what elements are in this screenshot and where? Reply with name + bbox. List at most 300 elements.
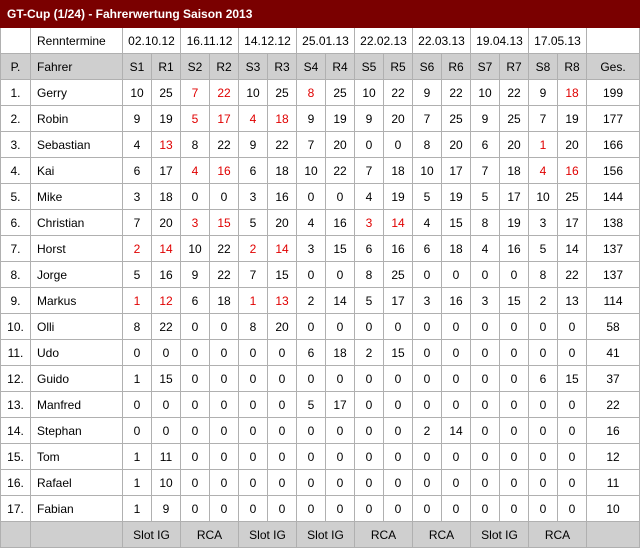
row-score: 20 (500, 132, 529, 158)
row-score: 5 (297, 392, 326, 418)
header-column: S4 (297, 54, 326, 80)
row-score: 7 (471, 158, 500, 184)
header-column: R5 (384, 54, 413, 80)
header-column: R6 (442, 54, 471, 80)
row-score: 19 (326, 106, 355, 132)
row-score: 0 (442, 444, 471, 470)
row-pos: 10. (1, 314, 31, 340)
row-pos: 6. (1, 210, 31, 236)
race-date: 22.03.13 (413, 28, 471, 54)
renntermine-label: Renntermine (31, 28, 123, 54)
row-score: 0 (500, 366, 529, 392)
table-row (1, 340, 640, 366)
row-score: 0 (210, 340, 239, 366)
row-score: 0 (558, 418, 587, 444)
row-score: 0 (181, 392, 210, 418)
row-score: 4 (413, 210, 442, 236)
row-score: 19 (442, 184, 471, 210)
row-score: 20 (268, 210, 297, 236)
row-score: 3 (413, 288, 442, 314)
row-pos: 14. (1, 418, 31, 444)
row-score: 20 (558, 132, 587, 158)
row-score: 17 (558, 210, 587, 236)
row-total: 12 (587, 444, 640, 470)
row-pos: 15. (1, 444, 31, 470)
venue-label: Slot IG (297, 522, 355, 548)
row-score: 0 (529, 340, 558, 366)
header-column: S1 (123, 54, 152, 80)
table-row (1, 236, 640, 262)
row-score: 7 (297, 132, 326, 158)
row-score: 6 (471, 132, 500, 158)
row-score: 0 (442, 496, 471, 522)
row-score: 25 (268, 80, 297, 106)
row-score: 15 (326, 236, 355, 262)
row-score: 18 (268, 158, 297, 184)
row-score: 22 (500, 80, 529, 106)
row-score: 0 (558, 314, 587, 340)
venue-label: RCA (529, 522, 587, 548)
row-score: 1 (123, 496, 152, 522)
row-score: 3 (239, 184, 268, 210)
row-score: 0 (326, 366, 355, 392)
row-score: 0 (413, 314, 442, 340)
row-score: 0 (471, 366, 500, 392)
row-score: 22 (268, 132, 297, 158)
row-score: 2 (123, 236, 152, 262)
row-score: 0 (442, 314, 471, 340)
row-score: 0 (558, 392, 587, 418)
row-score: 16 (152, 262, 181, 288)
row-score: 16 (442, 288, 471, 314)
row-score: 0 (326, 184, 355, 210)
row-score: 0 (181, 366, 210, 392)
row-score: 0 (297, 262, 326, 288)
table-row (1, 158, 640, 184)
row-score: 0 (413, 366, 442, 392)
row-score: 16 (558, 158, 587, 184)
row-score: 0 (355, 470, 384, 496)
row-score: 0 (529, 418, 558, 444)
row-score: 0 (326, 314, 355, 340)
row-score: 14 (326, 288, 355, 314)
row-score: 10 (297, 158, 326, 184)
row-score: 0 (210, 496, 239, 522)
row-score: 8 (355, 262, 384, 288)
row-score: 7 (413, 106, 442, 132)
row-score: 14 (442, 418, 471, 444)
row-score: 0 (268, 392, 297, 418)
row-total: 156 (587, 158, 640, 184)
row-score: 0 (355, 418, 384, 444)
row-score: 3 (355, 210, 384, 236)
table-row (1, 288, 640, 314)
row-driver: Guido (31, 366, 123, 392)
row-score: 0 (326, 470, 355, 496)
header-column: R3 (268, 54, 297, 80)
row-score: 0 (326, 262, 355, 288)
row-score: 5 (181, 106, 210, 132)
row-score: 0 (297, 470, 326, 496)
row-score: 0 (181, 496, 210, 522)
row-score: 4 (355, 184, 384, 210)
header-total: Ges. (587, 54, 640, 80)
venue-label: Slot IG (123, 522, 181, 548)
row-score: 8 (529, 262, 558, 288)
venue-label: Slot IG (239, 522, 297, 548)
row-score: 0 (384, 314, 413, 340)
row-score: 0 (384, 418, 413, 444)
table-row (1, 470, 640, 496)
row-score: 0 (268, 496, 297, 522)
row-score: 25 (558, 184, 587, 210)
row-score: 4 (471, 236, 500, 262)
row-score: 16 (500, 236, 529, 262)
row-total: 166 (587, 132, 640, 158)
row-score: 0 (326, 496, 355, 522)
row-score: 1 (529, 132, 558, 158)
row-score: 25 (326, 80, 355, 106)
row-score: 0 (181, 314, 210, 340)
row-score: 17 (500, 184, 529, 210)
row-score: 1 (123, 444, 152, 470)
row-score: 9 (239, 132, 268, 158)
row-score: 0 (297, 418, 326, 444)
row-score: 0 (355, 496, 384, 522)
row-score: 0 (442, 340, 471, 366)
row-total: 37 (587, 366, 640, 392)
table-row (1, 80, 640, 106)
row-score: 0 (500, 470, 529, 496)
row-score: 5 (471, 184, 500, 210)
row-score: 15 (500, 288, 529, 314)
row-score: 0 (384, 470, 413, 496)
row-score: 8 (297, 80, 326, 106)
row-score: 9 (529, 80, 558, 106)
row-driver: Christian (31, 210, 123, 236)
row-score: 0 (500, 340, 529, 366)
row-score: 0 (268, 470, 297, 496)
row-score: 10 (239, 80, 268, 106)
row-score: 9 (297, 106, 326, 132)
row-score: 25 (500, 106, 529, 132)
row-score: 2 (529, 288, 558, 314)
race-date: 14.12.12 (239, 28, 297, 54)
row-score: 0 (210, 366, 239, 392)
row-score: 0 (152, 392, 181, 418)
row-score: 0 (239, 392, 268, 418)
row-score: 0 (210, 470, 239, 496)
row-score: 16 (268, 184, 297, 210)
row-score: 0 (442, 262, 471, 288)
row-score: 18 (558, 80, 587, 106)
venue-label: RCA (181, 522, 239, 548)
header-column: S6 (413, 54, 442, 80)
row-score: 0 (210, 418, 239, 444)
row-score: 0 (297, 314, 326, 340)
row-score: 0 (529, 470, 558, 496)
row-driver: Kai (31, 158, 123, 184)
row-score: 0 (558, 444, 587, 470)
dates-row (1, 28, 640, 54)
row-score: 1 (123, 366, 152, 392)
row-pos: 17. (1, 496, 31, 522)
row-score: 25 (152, 80, 181, 106)
row-score: 4 (239, 106, 268, 132)
row-score: 10 (529, 184, 558, 210)
row-score: 18 (152, 184, 181, 210)
row-score: 7 (239, 262, 268, 288)
row-score: 12 (152, 288, 181, 314)
table-row (1, 418, 640, 444)
row-score: 0 (500, 262, 529, 288)
row-score: 5 (355, 288, 384, 314)
row-score: 6 (297, 340, 326, 366)
row-score: 17 (442, 158, 471, 184)
row-total: 137 (587, 236, 640, 262)
table-row (1, 314, 640, 340)
row-score: 0 (123, 340, 152, 366)
row-score: 0 (471, 340, 500, 366)
row-score: 0 (239, 418, 268, 444)
row-score: 0 (326, 418, 355, 444)
table-body (1, 1, 640, 548)
row-score: 14 (152, 236, 181, 262)
title-row (1, 1, 640, 28)
row-score: 0 (239, 444, 268, 470)
row-score: 8 (239, 314, 268, 340)
header-column: R1 (152, 54, 181, 80)
header-column: S7 (471, 54, 500, 80)
row-score: 22 (558, 262, 587, 288)
row-score: 0 (529, 314, 558, 340)
row-score: 11 (152, 444, 181, 470)
dates-spacer (1, 28, 31, 54)
row-score: 0 (181, 418, 210, 444)
row-total: 22 (587, 392, 640, 418)
row-driver: Olli (31, 314, 123, 340)
row-score: 6 (181, 288, 210, 314)
row-score: 17 (210, 106, 239, 132)
row-score: 0 (471, 444, 500, 470)
row-score: 22 (210, 236, 239, 262)
row-pos: 8. (1, 262, 31, 288)
row-score: 9 (181, 262, 210, 288)
row-score: 0 (297, 444, 326, 470)
row-score: 25 (442, 106, 471, 132)
row-score: 2 (355, 340, 384, 366)
row-score: 15 (210, 210, 239, 236)
row-score: 15 (558, 366, 587, 392)
row-score: 16 (326, 210, 355, 236)
row-score: 0 (210, 444, 239, 470)
row-score: 9 (355, 106, 384, 132)
row-driver: Stephan (31, 418, 123, 444)
row-score: 0 (442, 366, 471, 392)
row-score: 0 (500, 314, 529, 340)
row-score: 6 (239, 158, 268, 184)
header-column: S2 (181, 54, 210, 80)
row-driver: Mike (31, 184, 123, 210)
row-total: 10 (587, 496, 640, 522)
row-score: 0 (123, 418, 152, 444)
row-driver: Fabian (31, 496, 123, 522)
row-score: 0 (123, 392, 152, 418)
row-score: 0 (471, 470, 500, 496)
row-score: 0 (355, 314, 384, 340)
row-score: 19 (558, 106, 587, 132)
row-score: 9 (413, 80, 442, 106)
row-score: 0 (297, 496, 326, 522)
row-pos: 11. (1, 340, 31, 366)
row-score: 3 (123, 184, 152, 210)
header-driver: Fahrer (31, 54, 123, 80)
table-row (1, 210, 640, 236)
row-score: 5 (413, 184, 442, 210)
row-score: 20 (152, 210, 181, 236)
row-score: 0 (471, 314, 500, 340)
row-score: 18 (442, 236, 471, 262)
row-score: 0 (500, 444, 529, 470)
row-score: 0 (558, 340, 587, 366)
row-score: 0 (355, 132, 384, 158)
row-score: 0 (181, 444, 210, 470)
row-score: 17 (384, 288, 413, 314)
row-score: 7 (355, 158, 384, 184)
row-score: 0 (529, 496, 558, 522)
row-score: 14 (384, 210, 413, 236)
row-score: 19 (152, 106, 181, 132)
dates-spacer-end (587, 28, 640, 54)
row-total: 58 (587, 314, 640, 340)
header-column: R8 (558, 54, 587, 80)
row-pos: 5. (1, 184, 31, 210)
row-total: 16 (587, 418, 640, 444)
row-score: 20 (268, 314, 297, 340)
row-score: 0 (210, 184, 239, 210)
row-score: 0 (471, 392, 500, 418)
row-score: 2 (297, 288, 326, 314)
row-score: 0 (471, 262, 500, 288)
header-pos: P. (1, 54, 31, 80)
row-score: 22 (210, 80, 239, 106)
row-pos: 7. (1, 236, 31, 262)
row-score: 0 (210, 392, 239, 418)
row-driver: Tom (31, 444, 123, 470)
row-score: 16 (210, 158, 239, 184)
row-score: 0 (413, 444, 442, 470)
row-score: 8 (413, 132, 442, 158)
row-score: 18 (210, 288, 239, 314)
row-score: 3 (471, 288, 500, 314)
table-row (1, 496, 640, 522)
row-score: 8 (181, 132, 210, 158)
race-date: 16.11.12 (181, 28, 239, 54)
row-score: 0 (384, 444, 413, 470)
row-driver: Jorge (31, 262, 123, 288)
row-score: 0 (442, 392, 471, 418)
row-score: 0 (326, 444, 355, 470)
row-score: 15 (442, 210, 471, 236)
row-score: 6 (529, 366, 558, 392)
row-score: 8 (123, 314, 152, 340)
row-score: 19 (500, 210, 529, 236)
row-driver: Udo (31, 340, 123, 366)
header-column: S8 (529, 54, 558, 80)
row-score: 10 (413, 158, 442, 184)
row-score: 4 (123, 132, 152, 158)
table-row (1, 444, 640, 470)
row-score: 3 (297, 236, 326, 262)
table-row (1, 366, 640, 392)
row-score: 0 (384, 366, 413, 392)
header-column: R4 (326, 54, 355, 80)
row-score: 0 (413, 262, 442, 288)
row-score: 20 (384, 106, 413, 132)
table-title: GT-Cup (1/24) - Fahrerwertung Saison 2013 (1, 1, 640, 28)
row-score: 10 (123, 80, 152, 106)
row-score: 4 (529, 158, 558, 184)
row-score: 3 (181, 210, 210, 236)
row-score: 0 (529, 444, 558, 470)
row-score: 9 (123, 106, 152, 132)
row-score: 5 (239, 210, 268, 236)
row-score: 0 (384, 392, 413, 418)
row-score: 0 (181, 184, 210, 210)
row-score: 5 (529, 236, 558, 262)
row-score: 14 (268, 236, 297, 262)
row-score: 8 (471, 210, 500, 236)
row-score: 22 (152, 314, 181, 340)
row-total: 11 (587, 470, 640, 496)
row-pos: 12. (1, 366, 31, 392)
row-score: 0 (181, 470, 210, 496)
row-score: 0 (500, 418, 529, 444)
row-pos: 1. (1, 80, 31, 106)
row-score: 10 (355, 80, 384, 106)
venue-spacer (31, 522, 123, 548)
race-date: 19.04.13 (471, 28, 529, 54)
row-score: 3 (529, 210, 558, 236)
header-column: S5 (355, 54, 384, 80)
race-date: 25.01.13 (297, 28, 355, 54)
row-score: 2 (239, 236, 268, 262)
row-score: 14 (558, 236, 587, 262)
row-score: 0 (413, 392, 442, 418)
row-score: 17 (152, 158, 181, 184)
row-score: 18 (500, 158, 529, 184)
row-score: 7 (123, 210, 152, 236)
header-column: R7 (500, 54, 529, 80)
header-column: S3 (239, 54, 268, 80)
row-score: 22 (210, 132, 239, 158)
row-score: 1 (123, 288, 152, 314)
row-score: 0 (268, 340, 297, 366)
row-score: 6 (355, 236, 384, 262)
row-score: 13 (152, 132, 181, 158)
row-score: 15 (152, 366, 181, 392)
row-score: 18 (326, 340, 355, 366)
row-score: 18 (384, 158, 413, 184)
row-total: 114 (587, 288, 640, 314)
row-score: 1 (123, 470, 152, 496)
row-score: 0 (558, 496, 587, 522)
row-score: 0 (239, 366, 268, 392)
venue-spacer (1, 522, 31, 548)
row-total: 41 (587, 340, 640, 366)
row-score: 0 (471, 418, 500, 444)
race-date: 17.05.13 (529, 28, 587, 54)
